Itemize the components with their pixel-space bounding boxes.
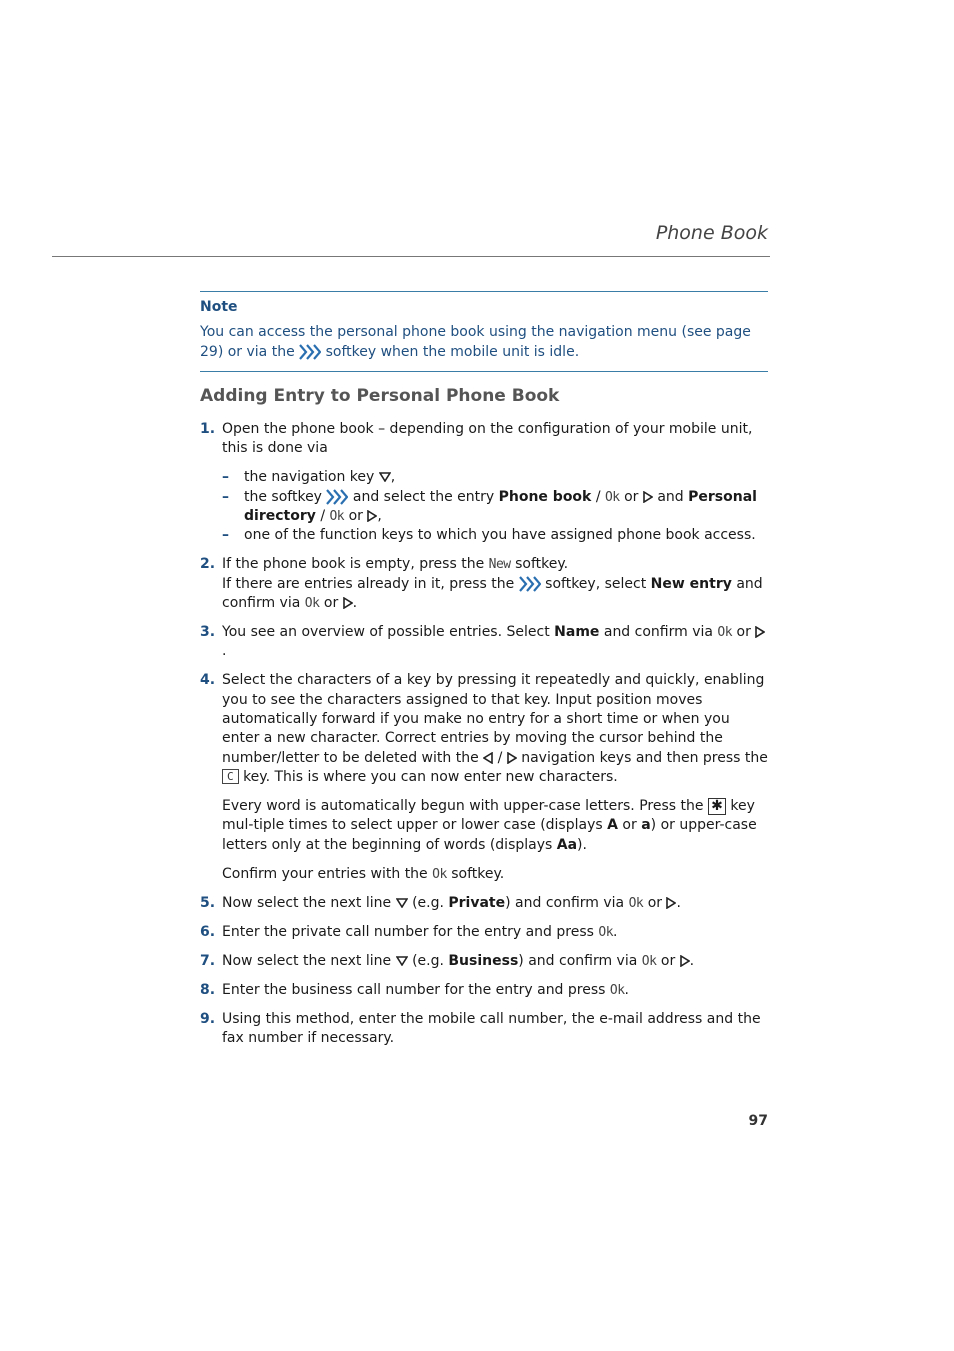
step-7 — [200, 952, 768, 971]
menu-entry-phone-book: Phone book — [498, 488, 592, 505]
step-text: or — [736, 624, 751, 641]
step-2 — [200, 555, 768, 613]
step-text: Now select the next line — [222, 953, 392, 969]
step-text: Confirm your entries with the — [222, 865, 428, 882]
step-text: (e.g. — [412, 953, 444, 969]
option-text: , — [390, 469, 396, 486]
step-text: (e.g. — [412, 894, 444, 911]
option-text: and select the entry — [352, 488, 495, 505]
step-text: or — [647, 894, 663, 911]
step-text: ) and confirm via — [518, 953, 638, 969]
ok-softkey-label: Ok — [717, 625, 733, 641]
note-title: Note — [200, 299, 238, 315]
step-text: You see an overview of possible entries. Select — [222, 624, 550, 641]
step-text: softkey, select — [545, 575, 647, 592]
nav-right-icon — [643, 491, 653, 503]
c-key-icon: C — [222, 769, 239, 784]
step-text: . — [624, 982, 629, 999]
step-number: 7. — [200, 953, 216, 969]
nav-right-icon — [755, 626, 765, 638]
step-text: . — [222, 643, 227, 660]
step-text: or — [323, 594, 339, 611]
step-text: Select the characters of a key by pressing it repeatedly and quickly, enabling you to see the characters assigned to that key. Input position moves automatically forward if you make no entry for a short time or when you enter a new character. Correct entries by moving the cursor behind the number/letter to be deleted with the — [222, 672, 765, 766]
menu-entry-name: Name — [554, 624, 600, 641]
step-3 — [200, 623, 768, 662]
step-text: . — [352, 594, 358, 611]
step-text: If there are entries already in it, press the — [222, 575, 515, 592]
step-text: Enter the private call number for the entry and press — [222, 923, 594, 940]
ok-softkey-label: Ok — [598, 924, 614, 940]
step-text: ). — [577, 836, 587, 853]
nav-down-icon — [379, 472, 391, 482]
step-5 — [200, 894, 768, 913]
note-text — [200, 323, 768, 362]
dash-marker: – — [222, 527, 229, 544]
menu-softkey-icon — [519, 576, 541, 592]
option-text: or — [348, 507, 363, 524]
step-number: 3. — [200, 624, 216, 641]
menu-entry-personal-directory: Personal directory — [244, 488, 757, 524]
step-number: 9. — [200, 1011, 216, 1028]
ok-softkey-label: Ok — [604, 489, 620, 505]
step-text: If the phone book is empty, press the — [222, 556, 485, 573]
note-text-1: You can access the personal phone book using the navigation menu (see page 29) or via the — [200, 324, 751, 360]
option-text: one of the function keys to which you have assigned phone book access. — [244, 527, 756, 544]
menu-softkey-icon — [326, 489, 348, 505]
step-text: ) and confirm via — [505, 894, 625, 911]
ok-softkey-label: Ok — [432, 866, 447, 882]
step-number: 4. — [200, 672, 216, 689]
header-rule — [52, 256, 770, 257]
nav-right-icon — [367, 510, 377, 522]
display-initial-caps: Aa — [556, 836, 578, 853]
nav-down-icon — [396, 956, 408, 966]
step-text: . — [613, 923, 618, 940]
step-text: . — [689, 953, 695, 969]
option-softkey — [222, 488, 768, 527]
nav-down-icon — [396, 898, 408, 908]
ok-softkey-label: Ok — [641, 954, 657, 969]
step-text: and confirm via — [603, 624, 713, 641]
dash-marker: – — [222, 469, 229, 486]
star-key-icon: ✱ — [708, 798, 726, 815]
step-text: Using this method, enter the mobile call number, the e-mail address and the fax number if necessary. — [222, 1011, 761, 1047]
step-4-paragraph-2 — [222, 797, 768, 855]
option-text: , — [377, 507, 382, 524]
dash-marker: – — [222, 488, 229, 505]
menu-softkey-icon — [299, 344, 321, 360]
step-text: softkey. — [451, 865, 505, 882]
ok-softkey-label: Ok — [609, 983, 625, 999]
step-text: or — [660, 953, 676, 969]
step-text: . — [676, 894, 681, 911]
field-private: Private — [448, 894, 506, 911]
option-function-keys — [222, 526, 768, 545]
ok-softkey-label: Ok — [329, 508, 345, 524]
note-text-2: softkey when the mobile unit is idle. — [325, 343, 580, 360]
nav-right-icon — [680, 955, 690, 967]
step-number: 2. — [200, 556, 216, 573]
section-heading: Adding Entry to Personal Phone Book — [200, 386, 560, 406]
step-text: navigation keys and then press the — [521, 749, 768, 766]
step-1-options — [222, 468, 768, 545]
step-number: 5. — [200, 894, 216, 911]
option-text: the softkey — [244, 488, 322, 505]
step-number: 8. — [200, 982, 216, 999]
note-box — [200, 291, 768, 372]
nav-right-icon — [666, 897, 676, 909]
step-text: key. This is where you can now enter new characters. — [243, 768, 618, 785]
step-number: 6. — [200, 923, 216, 940]
running-header: Phone Book — [655, 222, 768, 244]
option-navigation-key — [222, 468, 768, 487]
step-number: 1. — [200, 421, 216, 437]
nav-right-icon — [343, 597, 353, 609]
step-text: Every word is automatically begun with upper-case letters. Press the — [222, 798, 704, 815]
ok-softkey-label: Ok — [304, 595, 320, 611]
step-text: Enter the business call number for the entry and press — [222, 982, 606, 999]
step-4 — [200, 671, 768, 884]
display-upper: A — [607, 817, 618, 834]
steps-list — [200, 420, 768, 1059]
step-9 — [200, 1010, 768, 1049]
step-6 — [200, 923, 768, 942]
nav-right-icon — [507, 752, 517, 764]
display-lower: a — [641, 817, 651, 834]
nav-left-icon — [483, 752, 493, 764]
page-number: 97 — [748, 1113, 768, 1129]
step-4-paragraph-1 — [222, 671, 768, 787]
field-business: Business — [448, 953, 519, 969]
step-text: softkey. — [515, 556, 569, 573]
ok-softkey-label: Ok — [628, 895, 644, 911]
step-text: Now select the next line — [222, 894, 392, 911]
step-text: ) or upper-case letters only at the beginning of words (displays — [222, 817, 757, 853]
step-8 — [200, 981, 768, 1000]
step-text: key mul-tiple times to select upper or lower case (displays — [222, 798, 755, 834]
step-text: and confirm via — [222, 575, 763, 611]
option-text: the navigation key — [244, 469, 375, 486]
step-4-paragraph-3 — [222, 865, 768, 884]
option-text: or — [624, 488, 639, 505]
menu-entry-new-entry: New entry — [650, 575, 732, 592]
new-softkey-label: New — [488, 557, 511, 573]
step-text: or — [622, 817, 637, 834]
option-text: and — [657, 488, 684, 505]
separator: / — [595, 488, 601, 505]
step-1 — [200, 420, 768, 546]
separator: / — [320, 507, 326, 524]
step-text: Open the phone book – depending on the configuration of your mobile unit, this is done via — [222, 421, 753, 457]
separator: / — [497, 749, 503, 766]
